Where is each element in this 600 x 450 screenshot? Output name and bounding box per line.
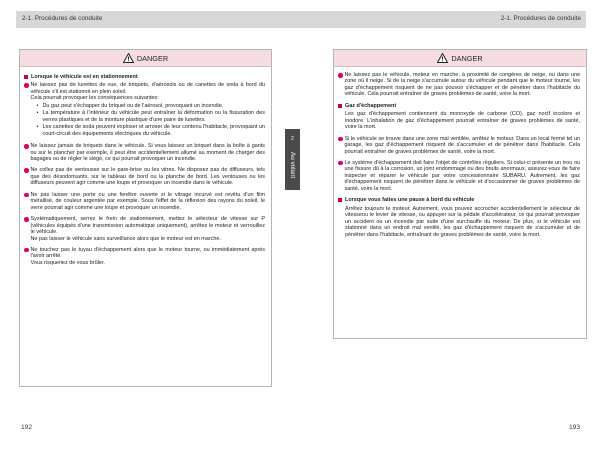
- list-item: [24, 82, 265, 138]
- danger-header: [334, 50, 586, 67]
- item-text: Systématiquement, serrez le frein de stationnement, mettez le sélecteur de vitesse sur P (véhicules équipés d'une transmission automatique uniquement), arrêtez le moteur et verrouillez le véhicule.: [30, 216, 265, 236]
- list-item: [24, 143, 265, 162]
- left-danger-content: [20, 67, 271, 266]
- list-item: [24, 216, 265, 242]
- list-item: [338, 160, 580, 192]
- bullet-icon: [24, 248, 29, 253]
- list-item: [338, 72, 580, 98]
- bullet-icon: [24, 193, 29, 198]
- item-text: Ne laissez pas de lunettes de vue, de briquets, d'aérosols ou de canettes de soda à bord du véhicule s'il est stationné en plein soleil.: [30, 82, 265, 95]
- item-text: Ne collez pas de ventouses sur le pare-brise ou les vitres. Ne disposez pas de diffuseurs, tels que des désodorisants, sur le tableau de bord ou la planche de bord. Les ventouses ou les diffuseurs peuvent agir comme une loupe et provoquer un incendie dans le véhicule.: [30, 167, 265, 187]
- list-item: [24, 192, 265, 211]
- danger-label: DANGER: [136, 53, 169, 63]
- section-heading: Gaz d'échappement: [338, 103, 580, 109]
- bullet-icon: [24, 83, 29, 88]
- bullet-icon: [24, 168, 29, 173]
- item-text: Ne pas laisser le véhicule sans surveillance alors que le moteur est en marche.: [30, 235, 221, 242]
- list-item: [24, 247, 265, 266]
- item-text: Vous risqueriez de vous brûler.: [30, 259, 105, 266]
- right-danger-content: [334, 67, 586, 238]
- paragraph: Arrêtez toujours le moteur. Autrement, vous pouvez accrocher accidentellement le sélecteur de vitesseou le levier de vitesse, ou appuyer sur la pédale d'accélérateur, ce qui pourrait provoquer un accident ou un incendie par suite d'une surchauffe du moteur. De plus, si le véhicule est stationné dans un endroit mal ventilé, les gaz d'échappement risquent de s'accumuler et de pénétrer dans l'habitacle, entraînant de graves problèmes de santé, voire la mort.: [345, 205, 580, 238]
- warning-triangle-icon: [437, 53, 448, 63]
- item-text: Le système d'échappement doit faire l'objet de contrôles réguliers. Si celui-ci présente un trou ou une fissure dû à la corrosion, un joint endommagé ou des bruits anormaux, assurez-vous de faire inspecter et réparer le véhicule par votre concessionnaire SUBARU. Autrement, les gaz d'échappement risquent de pénétrer dans le véhicule et d'occasionner de graves problèmes de santé, voire la mort.: [344, 159, 580, 192]
- item-text: Ne laissez pas le véhicule, moteur en marche, à proximité de congères de neige, ou dans une zone où il neige. Si de la neige s'accumule autour du véhicule pendant que le moteur tourne, les gaz d'échappement risquent de ne pas pouvoir s'échapper et de pénétrer dans l'habitacle du véhicule. Cela pourrait entraîner de graves problèmes de santé, voire la mort.: [344, 72, 580, 98]
- right-header-title: 2-1. Procédures de conduite: [500, 15, 581, 22]
- item-text: Si le véhicule se trouve dans une zone mal ventilée, arrêtez le moteur. Dans un local fermé tel un garage, les gaz d'échappement risquent de s'accumuler et de pénétrer dans l'habitacle. Cela pourrait entraîner de graves problèmes de santé, voire la mort.: [344, 135, 580, 155]
- list-item: [338, 136, 580, 155]
- paragraph: Les gaz d'échappement contiennent du monoxyde de carbone (CO), gaz nocif incolore et inodore. L'inhalation de gaz d'échappement pourrait entraîner de graves problèmes de santé, voire la mort.: [345, 111, 580, 131]
- right-page-number: 193: [568, 424, 580, 431]
- chapter-tab-label: Au volant: [289, 152, 296, 179]
- square-bullet-icon: [24, 75, 28, 79]
- bullet-icon: [338, 161, 343, 166]
- danger-header: [20, 50, 271, 67]
- bullet-icon: [338, 73, 343, 78]
- square-bullet-icon: [338, 198, 342, 202]
- left-header-title: 2-1. Procédures de conduite: [22, 15, 103, 22]
- list-item: [24, 167, 265, 186]
- square-bullet-icon: [338, 104, 342, 108]
- left-danger-box: [19, 49, 272, 387]
- item-text: Cela pourrait provoquer les conséquences suivantes:: [30, 95, 159, 102]
- right-page: [300, 0, 600, 450]
- right-danger-box: [333, 49, 587, 339]
- item-text: Ne pas laisser une porte ou une fenêtre ouverte si le vitrage incurvé est revêtu d'un film métallisé, de couleur argentée par exemple. Sous l'effet de la réflexion des rayons du soleil, le verre pourrait agir comme une loupe et provoquer un incendie.: [30, 191, 265, 211]
- warning-triangle-icon: [123, 53, 134, 63]
- sub-item: • Les canettes de soda peuvent exploser et arroser de leur contenu l'habitacle, provoquant un court-circuit des équipements électriques du véhicule.: [36, 124, 265, 137]
- bullet-icon: [24, 144, 29, 149]
- section-heading: Lorsque vous faites une pause à bord du véhicule: [338, 197, 580, 203]
- section-heading: Lorsque le véhicule est en stationnement: [24, 74, 265, 80]
- danger-label: DANGER: [451, 53, 483, 63]
- sub-item: • Du gaz peut s'échapper du briquet ou de l'aérosol, provoquant un incendie.: [36, 102, 224, 109]
- bullet-icon: [338, 137, 343, 142]
- bullet-icon: [24, 217, 29, 222]
- item-text: Ne laissez jamais de briquets dans le véhicule. Si vous laissez un briquet dans la boîte à gants ou sur le plancher par exemple, il peut être accidentellement allumé au moment de charger des bagages ou de régler le siège, ce qui pourrait provoquer un incendie.: [30, 143, 265, 162]
- item-text: Ne touchez pas le tuyau d'échappement alors que le moteur tourne, ou immédiatement après l'avoir arrêté.: [30, 246, 265, 260]
- sub-item: • La température à l'intérieur du véhicule peut entraîner la déformation ou la fissuration des verres plastiques et de la monture plastique d'une paire de lunettes.: [36, 110, 265, 123]
- chapter-tab-number: 2: [291, 136, 294, 142]
- left-page-number: 192: [21, 424, 33, 431]
